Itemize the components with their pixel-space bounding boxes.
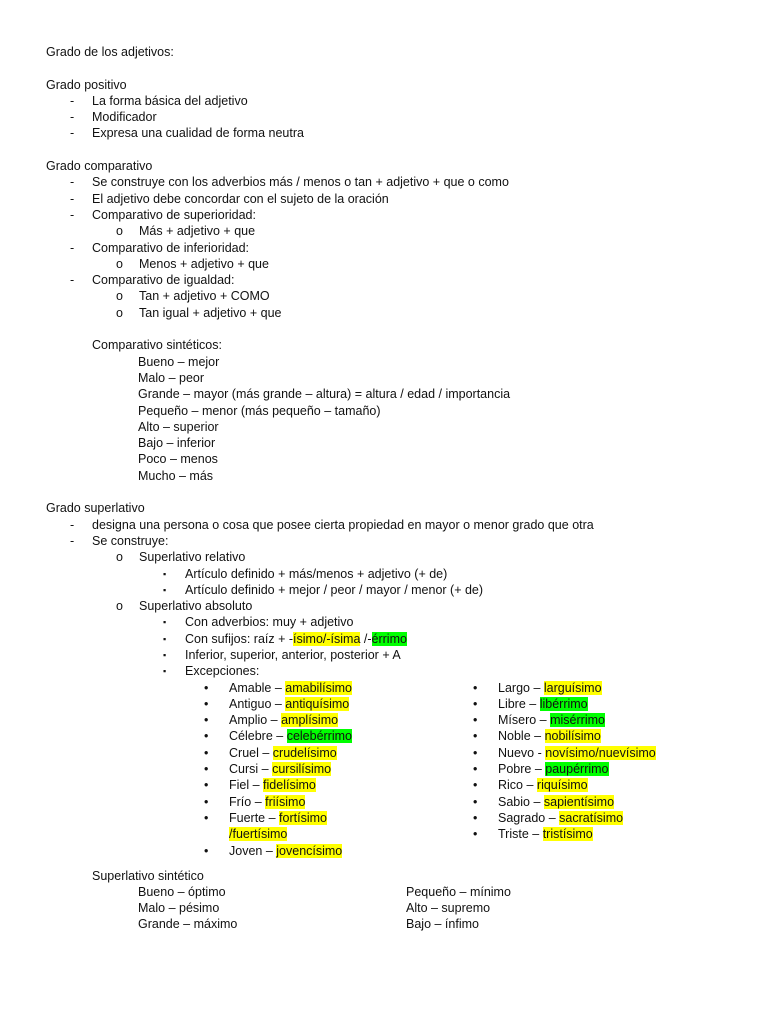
exception-item — [204, 712, 469, 728]
base-adjective: Amplio – — [229, 713, 282, 728]
superlative-form: misérrimo — [550, 713, 605, 728]
superlative-form: celebérrimo — [286, 729, 352, 744]
heading-superlativo-sintetico: Superlativo sintético — [92, 868, 204, 883]
bullet-marker: • — [473, 762, 478, 777]
circle-marker: o — [116, 599, 123, 614]
base-adjective: Fuerte – — [229, 810, 280, 825]
list-item: Pequeño – menor (más pequeño – tamaño) — [138, 403, 381, 418]
exception-item — [204, 810, 469, 843]
bullet-marker: • — [204, 794, 209, 809]
dash-marker: - — [70, 191, 75, 206]
list-item: Bajo – inferior — [138, 436, 216, 451]
base-adjective: Pobre – — [498, 762, 546, 777]
base-adjective: Noble – — [498, 729, 545, 744]
base-adjective: Fiel – — [229, 778, 264, 793]
sub-sub-list-item: ▪ Excepciones: — [163, 664, 260, 679]
base-adjective: Libre – — [498, 696, 540, 711]
superlative-form: cursilísimo — [272, 762, 332, 777]
circle-marker: o — [116, 305, 123, 320]
superlativo-sintetico-columns — [46, 884, 726, 934]
exception-item — [204, 696, 469, 712]
bullet-marker: • — [473, 794, 478, 809]
exception-item — [473, 826, 726, 842]
superlative-form: novísimo/nuevísimo — [545, 745, 656, 760]
exception-item — [473, 680, 726, 696]
dash-marker: - — [70, 533, 75, 548]
list-item: Grande – máximo — [138, 917, 238, 932]
square-marker: ▪ — [163, 649, 167, 660]
sub-list-item: o Tan + adjetivo + COMO — [116, 289, 270, 304]
bullet-marker: • — [204, 810, 209, 825]
list-item: Mucho – más — [138, 468, 214, 483]
bullet-marker: • — [473, 827, 478, 842]
bullet-marker: • — [473, 696, 478, 711]
superlative-form-alt: /fuertísimo — [229, 827, 288, 842]
base-adjective: Sabio – — [498, 794, 544, 809]
base-adjective: Frío – — [229, 794, 266, 809]
sub-list-item: o Menos + adjetivo + que — [116, 256, 269, 271]
superlative-form: nobilísimo — [544, 729, 601, 744]
excepciones-columns — [46, 680, 726, 860]
list-item: Malo – pésimo — [138, 901, 220, 916]
highlight-green: érrimo — [371, 631, 407, 646]
sub-sub-list-item: ▪ Artículo definido + más/menos + adjetivo (+ de) — [163, 566, 448, 581]
exception-item — [473, 696, 726, 712]
dash-marker: - — [70, 273, 75, 288]
heading-positivo: Grado positivo — [46, 77, 127, 92]
superlative-form: larguísimo — [543, 680, 602, 695]
base-adjective: Largo – — [498, 680, 544, 695]
bullet-marker: • — [204, 696, 209, 711]
bullet-marker: • — [473, 810, 478, 825]
sub-list-item: o Tan igual + adjetivo + que — [116, 305, 282, 320]
superlative-form: friísimo — [265, 794, 306, 809]
exception-item — [204, 728, 469, 744]
list-item: Alto – supremo — [406, 901, 491, 916]
dash-marker: - — [70, 126, 75, 141]
sub-sub-list-item: ▪ Con adverbios: muy + adjetivo — [163, 615, 354, 630]
base-adjective: Antiguo – — [229, 696, 286, 711]
list-item: - Se construye con los adverbios más / menos o tan + adjetivo + que o como — [70, 175, 509, 190]
sub-sub-list-item: ▪ Inferior, superior, anterior, posterior + A — [163, 647, 401, 662]
sintetico-right-column — [406, 884, 511, 933]
superlative-form: amplísimo — [281, 713, 339, 728]
bullet-marker: • — [473, 778, 478, 793]
superlative-form: crudelísimo — [272, 745, 337, 760]
exception-item — [204, 777, 469, 793]
base-adjective: Triste – — [498, 827, 543, 842]
bullet-marker: • — [473, 680, 478, 695]
sub-sub-list-item: ▪ Artículo definido + mejor / peor / mayor / menor (+ de) — [163, 582, 484, 597]
superlative-form: antiquísimo — [285, 696, 350, 711]
base-adjective: Célebre – — [229, 729, 287, 744]
bullet-marker: • — [204, 713, 209, 728]
superlative-form: paupérrimo — [545, 762, 609, 777]
exception-item — [204, 745, 469, 761]
dash-marker: - — [70, 207, 75, 222]
bullet-marker: • — [204, 762, 209, 777]
list-item: - El adjetivo debe concordar con el sujeto de la oración — [70, 191, 389, 206]
base-adjective: Cursi – — [229, 762, 273, 777]
list-item: - Expresa una cualidad de forma neutra — [70, 126, 304, 141]
sub-list-item: o Más + adjetivo + que — [116, 224, 256, 239]
highlight-yellow: ísimo/-ísima — [293, 631, 361, 646]
excepciones-right-column — [473, 680, 726, 843]
list-item: Pequeño – mínimo — [406, 884, 511, 899]
list-item: Bajo – ínfimo — [406, 917, 479, 932]
list-item: - Comparativo de inferioridad: — [70, 240, 250, 255]
square-marker: ▪ — [163, 584, 167, 595]
dash-marker: - — [70, 93, 75, 108]
exception-item — [473, 777, 726, 793]
base-adjective: Amable – — [229, 680, 286, 695]
list-item: Bueno – mejor — [138, 354, 220, 369]
circle-marker: o — [116, 289, 123, 304]
base-adjective: Joven – — [229, 843, 277, 858]
bullet-marker: • — [473, 713, 478, 728]
bullet-marker: • — [204, 843, 209, 858]
square-marker: ▪ — [163, 617, 167, 628]
sub-list-item: o Superlativo relativo — [116, 550, 246, 565]
circle-marker: o — [116, 224, 123, 239]
square-marker: ▪ — [163, 633, 167, 644]
base-adjective: Sagrado – — [498, 810, 560, 825]
list-item: - Se construye: — [70, 533, 169, 548]
list-item: - Comparativo de superioridad: — [70, 207, 256, 222]
superlative-form: libérrimo — [539, 696, 588, 711]
list-item: Malo – peor — [138, 370, 205, 385]
document-page — [46, 44, 726, 934]
bullet-marker: • — [204, 778, 209, 793]
list-item: - La forma básica del adjetivo — [70, 93, 248, 108]
heading-comparativo: Grado comparativo — [46, 159, 153, 174]
superlative-form: sacratísimo — [559, 810, 624, 825]
circle-marker: o — [116, 550, 123, 565]
exception-item — [473, 794, 726, 810]
superlative-form: jovencísimo — [276, 843, 343, 858]
exception-item — [473, 712, 726, 728]
base-adjective: Nuevo - — [498, 745, 546, 760]
base-adjective: Mísero – — [498, 713, 551, 728]
bullet-marker: • — [204, 745, 209, 760]
list-item: Poco – menos — [138, 452, 218, 467]
exception-item — [204, 680, 469, 696]
exception-item — [204, 843, 469, 859]
dash-marker: - — [70, 175, 75, 190]
bullet-marker: • — [204, 680, 209, 695]
bullet-marker: • — [204, 729, 209, 744]
heading-comparativo-sinteticos: Comparativo sintéticos: — [92, 338, 222, 353]
circle-marker: o — [116, 256, 123, 271]
excepciones-left-column — [204, 680, 469, 859]
sub-sub-list-item: ▪ Con sufijos: raíz + -ísimo/-ísima /-érrimo — [163, 631, 407, 646]
base-adjective: Cruel – — [229, 745, 273, 760]
exception-item — [473, 761, 726, 777]
sub-list-item: o Superlativo absoluto — [116, 599, 253, 614]
heading-superlativo: Grado superlativo — [46, 501, 145, 516]
exception-item — [204, 794, 469, 810]
superlative-form: fidelísimo — [263, 778, 316, 793]
square-marker: ▪ — [163, 568, 167, 579]
bullet-marker: • — [473, 729, 478, 744]
list-item: Alto – superior — [138, 419, 219, 434]
exception-item — [473, 728, 726, 744]
list-item: - Modificador — [70, 110, 157, 125]
dash-marker: - — [70, 240, 75, 255]
dash-marker: - — [70, 517, 75, 532]
superlative-form: fortísimo — [279, 810, 327, 825]
exception-item — [473, 745, 726, 761]
document-title: Grado de los adjetivos: — [46, 45, 174, 59]
dash-marker: - — [70, 110, 75, 125]
bullet-marker: • — [473, 745, 478, 760]
superlative-form: sapientísimo — [543, 794, 615, 809]
sintetico-left-column — [138, 884, 237, 933]
base-adjective: Rico – — [498, 778, 537, 793]
list-item: Bueno – óptimo — [138, 884, 226, 899]
list-item: Grande – mayor (más grande – altura) = altura / edad / importancia — [138, 387, 511, 402]
superlative-form: tristísimo — [542, 827, 593, 842]
superlative-form: amabilísimo — [285, 680, 352, 695]
square-marker: ▪ — [163, 666, 167, 677]
exception-item — [204, 761, 469, 777]
exception-item — [473, 810, 726, 826]
list-item: - Comparativo de igualdad: — [70, 273, 235, 288]
list-item: - designa una persona o cosa que posee cierta propiedad en mayor o menor grado que otra — [70, 517, 594, 532]
superlative-form: riquísimo — [536, 778, 588, 793]
